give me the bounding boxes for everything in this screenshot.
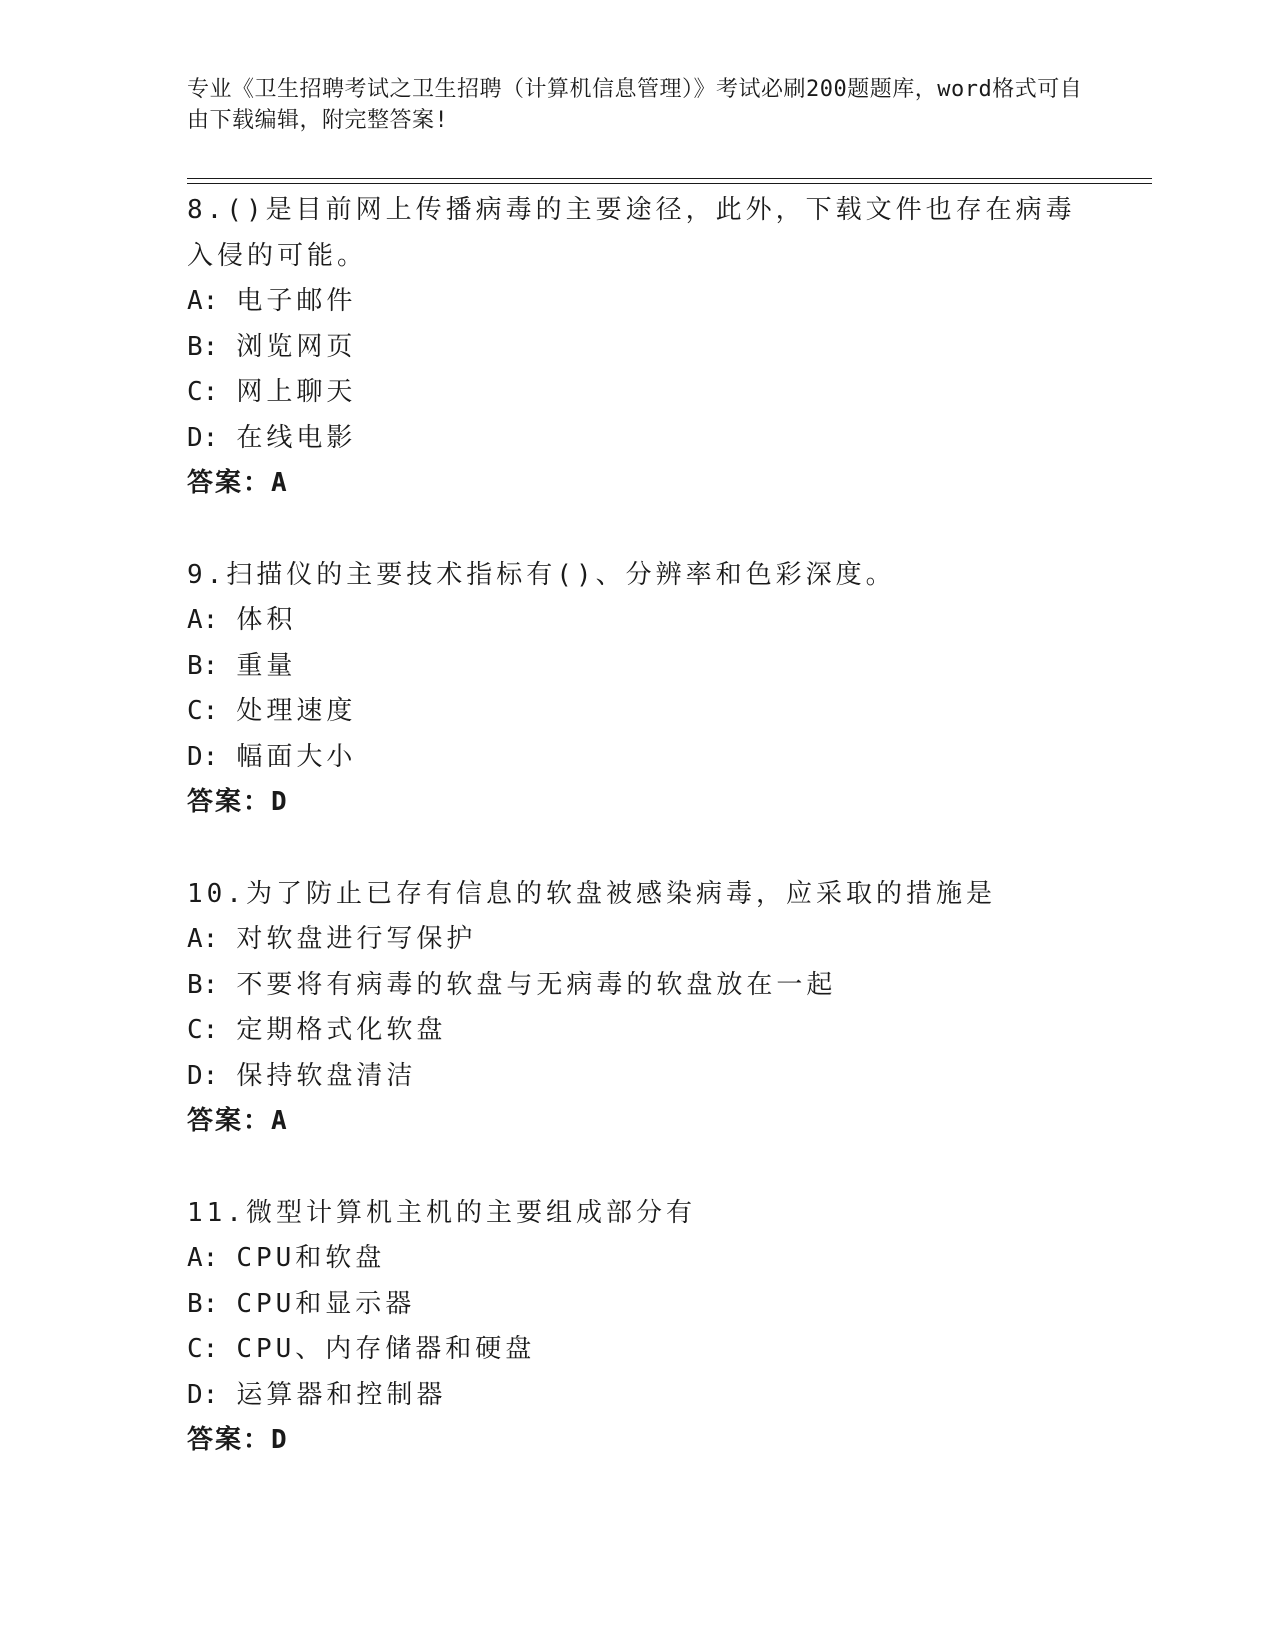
option-d — [187, 735, 1087, 781]
option-b — [187, 644, 1087, 690]
header-divider-top — [187, 178, 1152, 179]
answer-line: 答案：A — [187, 468, 289, 498]
question-stem: 10.为了防止已存有信息的软盘被感染病毒，应采取的措施是 — [187, 878, 996, 909]
option-letter: D: — [187, 1060, 219, 1091]
option-text: 保持软盘清洁 — [236, 1060, 417, 1091]
option-letter: B: — [187, 1288, 219, 1319]
question-8 — [187, 188, 1087, 507]
option-letter: D: — [187, 1379, 219, 1410]
option-c — [187, 689, 1087, 735]
question-stem: 11.微型计算机主机的主要组成部分有 — [187, 1197, 696, 1228]
option-d — [187, 1054, 1087, 1100]
option-text: CPU、内存储器和硬盘 — [236, 1334, 536, 1364]
option-a — [187, 598, 1087, 644]
question-11 — [187, 1191, 1087, 1464]
option-text: 对软盘进行写保护 — [236, 924, 477, 954]
header-divider-bottom — [187, 183, 1152, 184]
option-text: CPU和软盘 — [236, 1243, 386, 1273]
option-letter: B: — [187, 969, 219, 1000]
option-letter: C: — [187, 377, 219, 407]
option-text: 定期格式化软盘 — [236, 1015, 447, 1045]
document-header: 专业《卫生招聘考试之卫生招聘（计算机信息管理）》考试必刷200题题库，word格式可自由下载编辑，附完整答案! — [187, 77, 1083, 133]
option-c — [187, 1008, 1087, 1054]
question-10 — [187, 872, 1087, 1145]
option-text: 浏览网页 — [236, 331, 357, 362]
option-a — [187, 917, 1087, 963]
option-letter: A: — [187, 1243, 219, 1273]
option-d — [187, 416, 1087, 462]
question-9 — [187, 553, 1087, 826]
option-text: 幅面大小 — [236, 741, 357, 772]
option-letter: B: — [187, 650, 219, 681]
option-letter: C: — [187, 1334, 219, 1364]
option-text: 在线电影 — [236, 422, 357, 453]
question-stem: 9.扫描仪的主要技术指标有()、分辨率和色彩深度。 — [187, 559, 896, 590]
option-letter: D: — [187, 422, 219, 453]
answer-line: 答案：D — [187, 787, 289, 817]
option-text: 重量 — [236, 650, 297, 681]
option-letter: A: — [187, 605, 219, 635]
option-b — [187, 325, 1087, 371]
answer-line: 答案：D — [187, 1425, 289, 1455]
option-letter: A: — [187, 924, 219, 954]
question-list — [187, 188, 1087, 1510]
option-b — [187, 963, 1087, 1009]
option-text: 处理速度 — [236, 696, 357, 726]
option-letter: A: — [187, 286, 219, 316]
question-stem: 8.()是目前网上传播病毒的主要途径，此外，下载文件也存在病毒入侵的可能。 — [187, 195, 1076, 271]
option-letter: B: — [187, 331, 219, 362]
option-a — [187, 1236, 1087, 1282]
option-c — [187, 1327, 1087, 1373]
option-letter: C: — [187, 696, 219, 726]
option-c — [187, 370, 1087, 416]
option-a — [187, 279, 1087, 325]
option-letter: D: — [187, 741, 219, 772]
option-text: 网上聊天 — [236, 377, 357, 407]
option-text: 不要将有病毒的软盘与无病毒的软盘放在一起 — [236, 969, 837, 1000]
option-letter: C: — [187, 1015, 219, 1045]
option-text: 体积 — [236, 605, 297, 635]
option-b — [187, 1282, 1087, 1328]
answer-line: 答案：A — [187, 1106, 289, 1136]
option-d — [187, 1373, 1087, 1419]
option-text: 电子邮件 — [236, 286, 357, 316]
option-text: 运算器和控制器 — [236, 1379, 447, 1410]
option-text: CPU和显示器 — [236, 1288, 416, 1319]
